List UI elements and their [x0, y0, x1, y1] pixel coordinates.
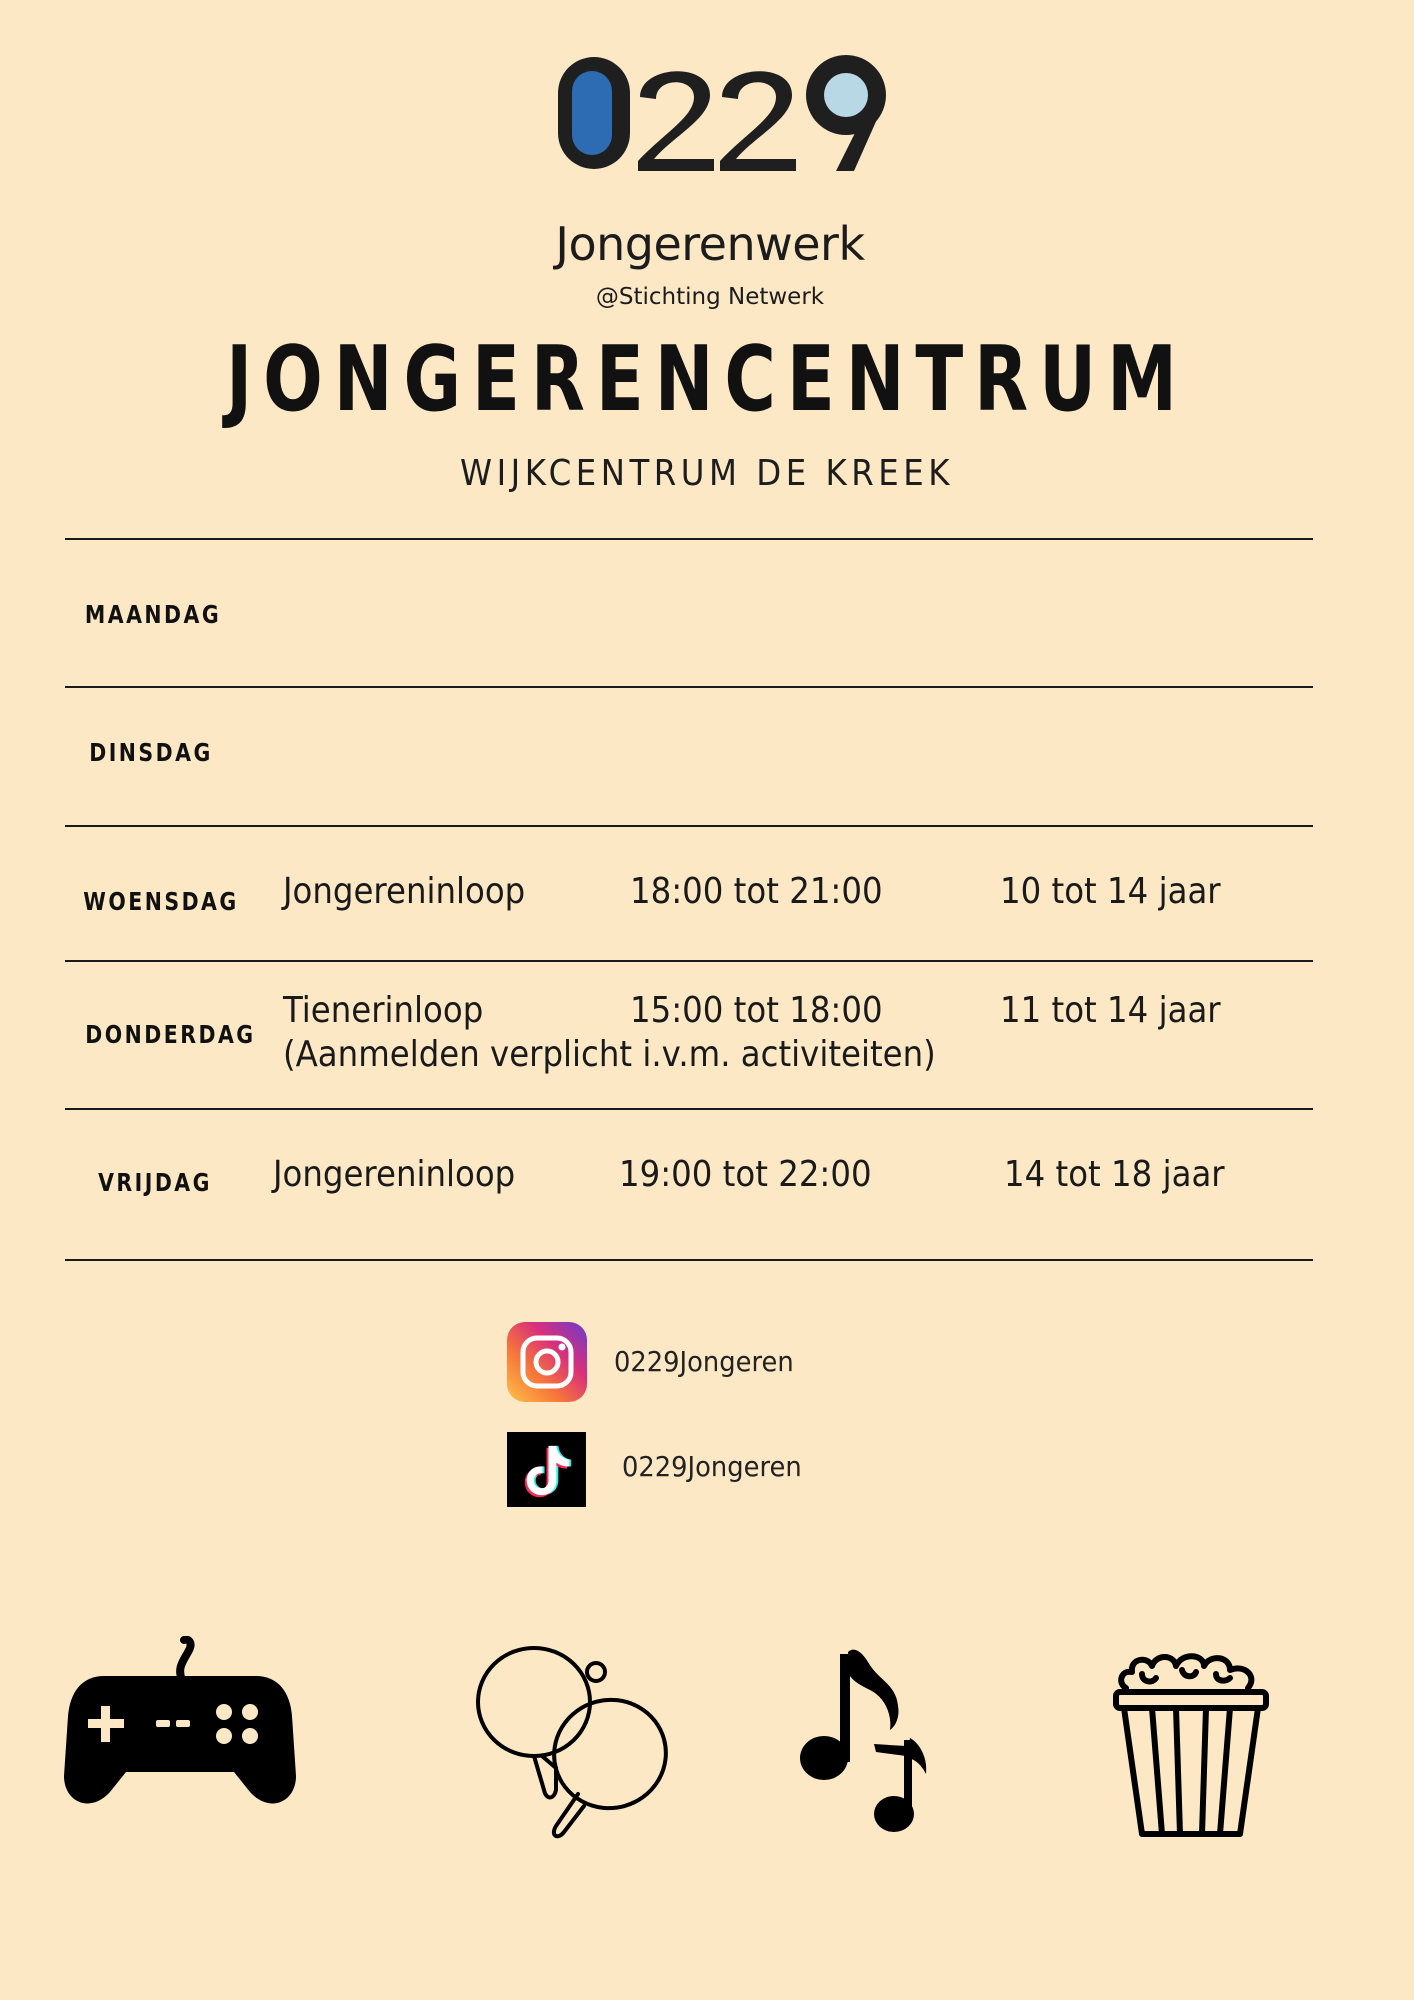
table-divider — [65, 1108, 1313, 1110]
logo-subtitle: @Stichting Netwerk — [595, 284, 825, 310]
instagram-icon[interactable] — [507, 1322, 587, 1402]
activity-name: Tienerinloop — [283, 990, 484, 1031]
table-divider — [65, 1259, 1313, 1261]
table-divider — [65, 538, 1313, 540]
instagram-handle[interactable]: 0229Jongeren — [614, 1345, 794, 1378]
day-label: WOENSDAG — [83, 887, 239, 916]
activity-name: Jongereninloop — [273, 1154, 516, 1195]
day-label: DONDERDAG — [85, 1020, 256, 1049]
logo-wordmark: Jongerenwerk — [555, 217, 865, 271]
activity-time: 19:00 tot 22:00 — [619, 1154, 872, 1195]
logo — [540, 55, 880, 310]
table-divider — [65, 686, 1313, 688]
activity-age: 11 tot 14 jaar — [1000, 990, 1221, 1031]
activity-name: Jongereninloop — [283, 871, 526, 912]
popcorn-icon — [1112, 1648, 1272, 1838]
music-note-icon — [800, 1646, 932, 1836]
page-subtitle: WIJKCENTRUM DE KREEK — [460, 453, 954, 494]
page-title: JONGERENCENTRUM — [226, 327, 1188, 432]
activity-age: 10 tot 14 jaar — [1000, 871, 1221, 912]
activity-time: 18:00 tot 21:00 — [630, 871, 883, 912]
day-label: VRIJDAG — [98, 1168, 212, 1197]
tiktok-icon[interactable] — [507, 1432, 586, 1507]
game-controller-icon — [64, 1636, 296, 1808]
tiktok-handle[interactable]: 0229Jongeren — [622, 1450, 802, 1483]
day-label: DINSDAG — [89, 738, 213, 767]
table-divider — [65, 825, 1313, 827]
table-divider — [65, 960, 1313, 962]
activity-age: 14 tot 18 jaar — [1004, 1154, 1225, 1195]
logo-number-graphic — [554, 47, 894, 187]
ping-pong-icon — [474, 1644, 672, 1840]
activity-time: 15:00 tot 18:00 — [630, 990, 883, 1031]
day-label: MAANDAG — [84, 600, 222, 629]
activity-note: (Aanmelden verplicht i.v.m. activiteiten) — [283, 1034, 936, 1075]
